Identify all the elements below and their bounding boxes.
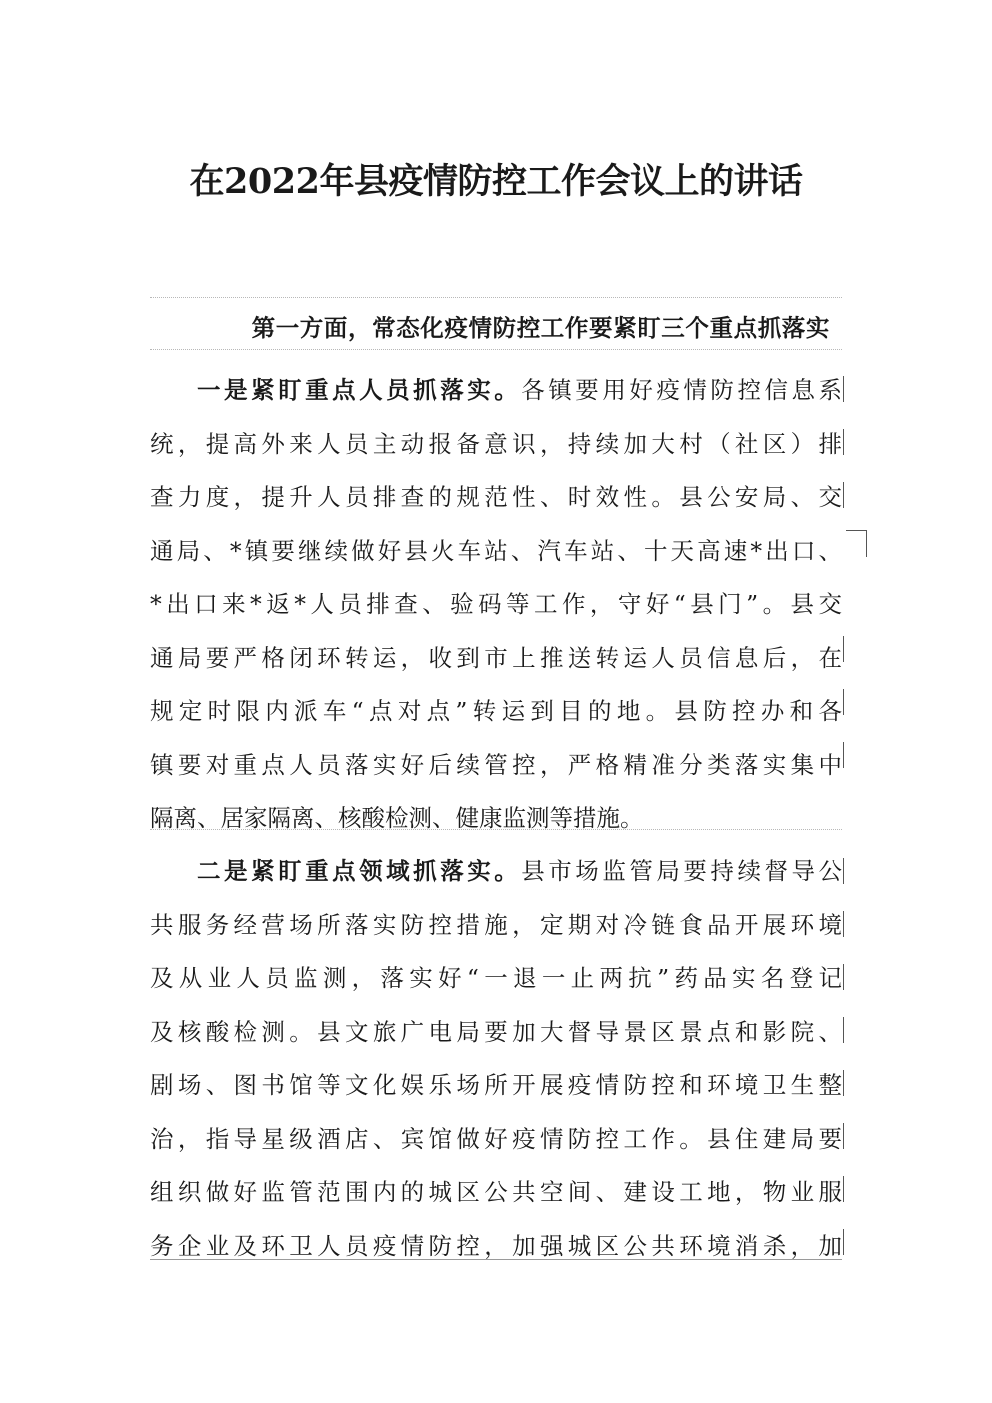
paragraph-divider [150, 829, 842, 830]
paragraph-line: 组织做好监管范围内的城区公共空间、建设工地，物业服 [150, 1178, 842, 1206]
margin-mark [843, 742, 844, 768]
margin-mark [843, 911, 844, 937]
heading-top-rule [150, 297, 842, 298]
paragraph-lead: 二是紧盯重点领域抓落实。 [197, 857, 522, 885]
paragraph-line: 及从业人员监测，落实好“一退一止两抗”药品实名登记 [150, 964, 842, 992]
paragraph-2 [150, 845, 842, 1273]
margin-mark [843, 689, 844, 715]
paragraph-line: 通局要严格闭环转运，收到市上推送转运人员信息后，在 [150, 643, 842, 672]
margin-mark [843, 1123, 844, 1149]
margin-mark [843, 1229, 844, 1255]
margin-mark [843, 1176, 844, 1202]
paragraph-line: 及核酸检测。县文旅广电局要加大督导景区景点和影院、 [150, 1017, 842, 1046]
paragraph-line: *出口来*返*人员排查、验码等工作，守好“县门”。县交 [150, 590, 842, 618]
margin-mark [843, 1070, 844, 1096]
paragraph-line: 共服务经营场所落实防控措施，定期对冷链食品开展环境 [150, 910, 842, 939]
margin-mark [843, 376, 844, 402]
section-heading: 第一方面，常态化疫情防控工作要紧盯三个重点抓落实 [251, 314, 830, 342]
paragraph-line: 二是紧盯重点领域抓落实。县市场监管局要持续督导公 [197, 857, 843, 885]
margin-mark [843, 964, 844, 990]
margin-mark [843, 429, 844, 455]
margin-mark [843, 858, 844, 884]
heading-bottom-rule [150, 349, 842, 350]
document-title: 在2022年县疫情防控工作会议上的讲话 [189, 161, 803, 202]
paragraph-line: 隔离、居家隔离、核酸检测、健康监测等措施。 [150, 804, 644, 832]
paragraph-1 [150, 364, 842, 846]
page-bottom-rule [150, 1259, 842, 1260]
paragraph-line: 通局、*镇要继续做好县火车站、汽车站、十天高速*出口、 [150, 536, 842, 565]
paragraph-line: 剧场、图书馆等文化娱乐场所开展疫情防控和环境卫生整 [150, 1071, 842, 1099]
margin-mark [843, 1017, 844, 1043]
paragraph-line: 务企业及环卫人员疫情防控，加强城区公共环境消杀，加 [150, 1231, 842, 1260]
paragraph-line: 查力度，提升人员排查的规范性、时效性。县公安局、交 [150, 483, 842, 511]
paragraph-lead: 一是紧盯重点人员抓落实。 [197, 376, 522, 404]
paragraph-line: 治，指导星级酒店、宾馆做好疫情防控工作。县住建局要 [150, 1124, 842, 1153]
paragraph-line: 镇要对重点人员落实好后续管控，严格精准分类落实集中 [150, 750, 842, 779]
paragraph-line: 一是紧盯重点人员抓落实。各镇要用好疫情防控信息系 [197, 376, 843, 404]
margin-overflow-mark [846, 530, 867, 557]
paragraph-line: 统，提高外来人员主动报备意识，持续加大村（社区）排 [150, 429, 842, 458]
margin-mark [843, 636, 844, 662]
margin-mark [843, 482, 844, 508]
paragraph-line: 规定时限内派车“点对点”转运到目的地。县防控办和各 [150, 697, 842, 725]
